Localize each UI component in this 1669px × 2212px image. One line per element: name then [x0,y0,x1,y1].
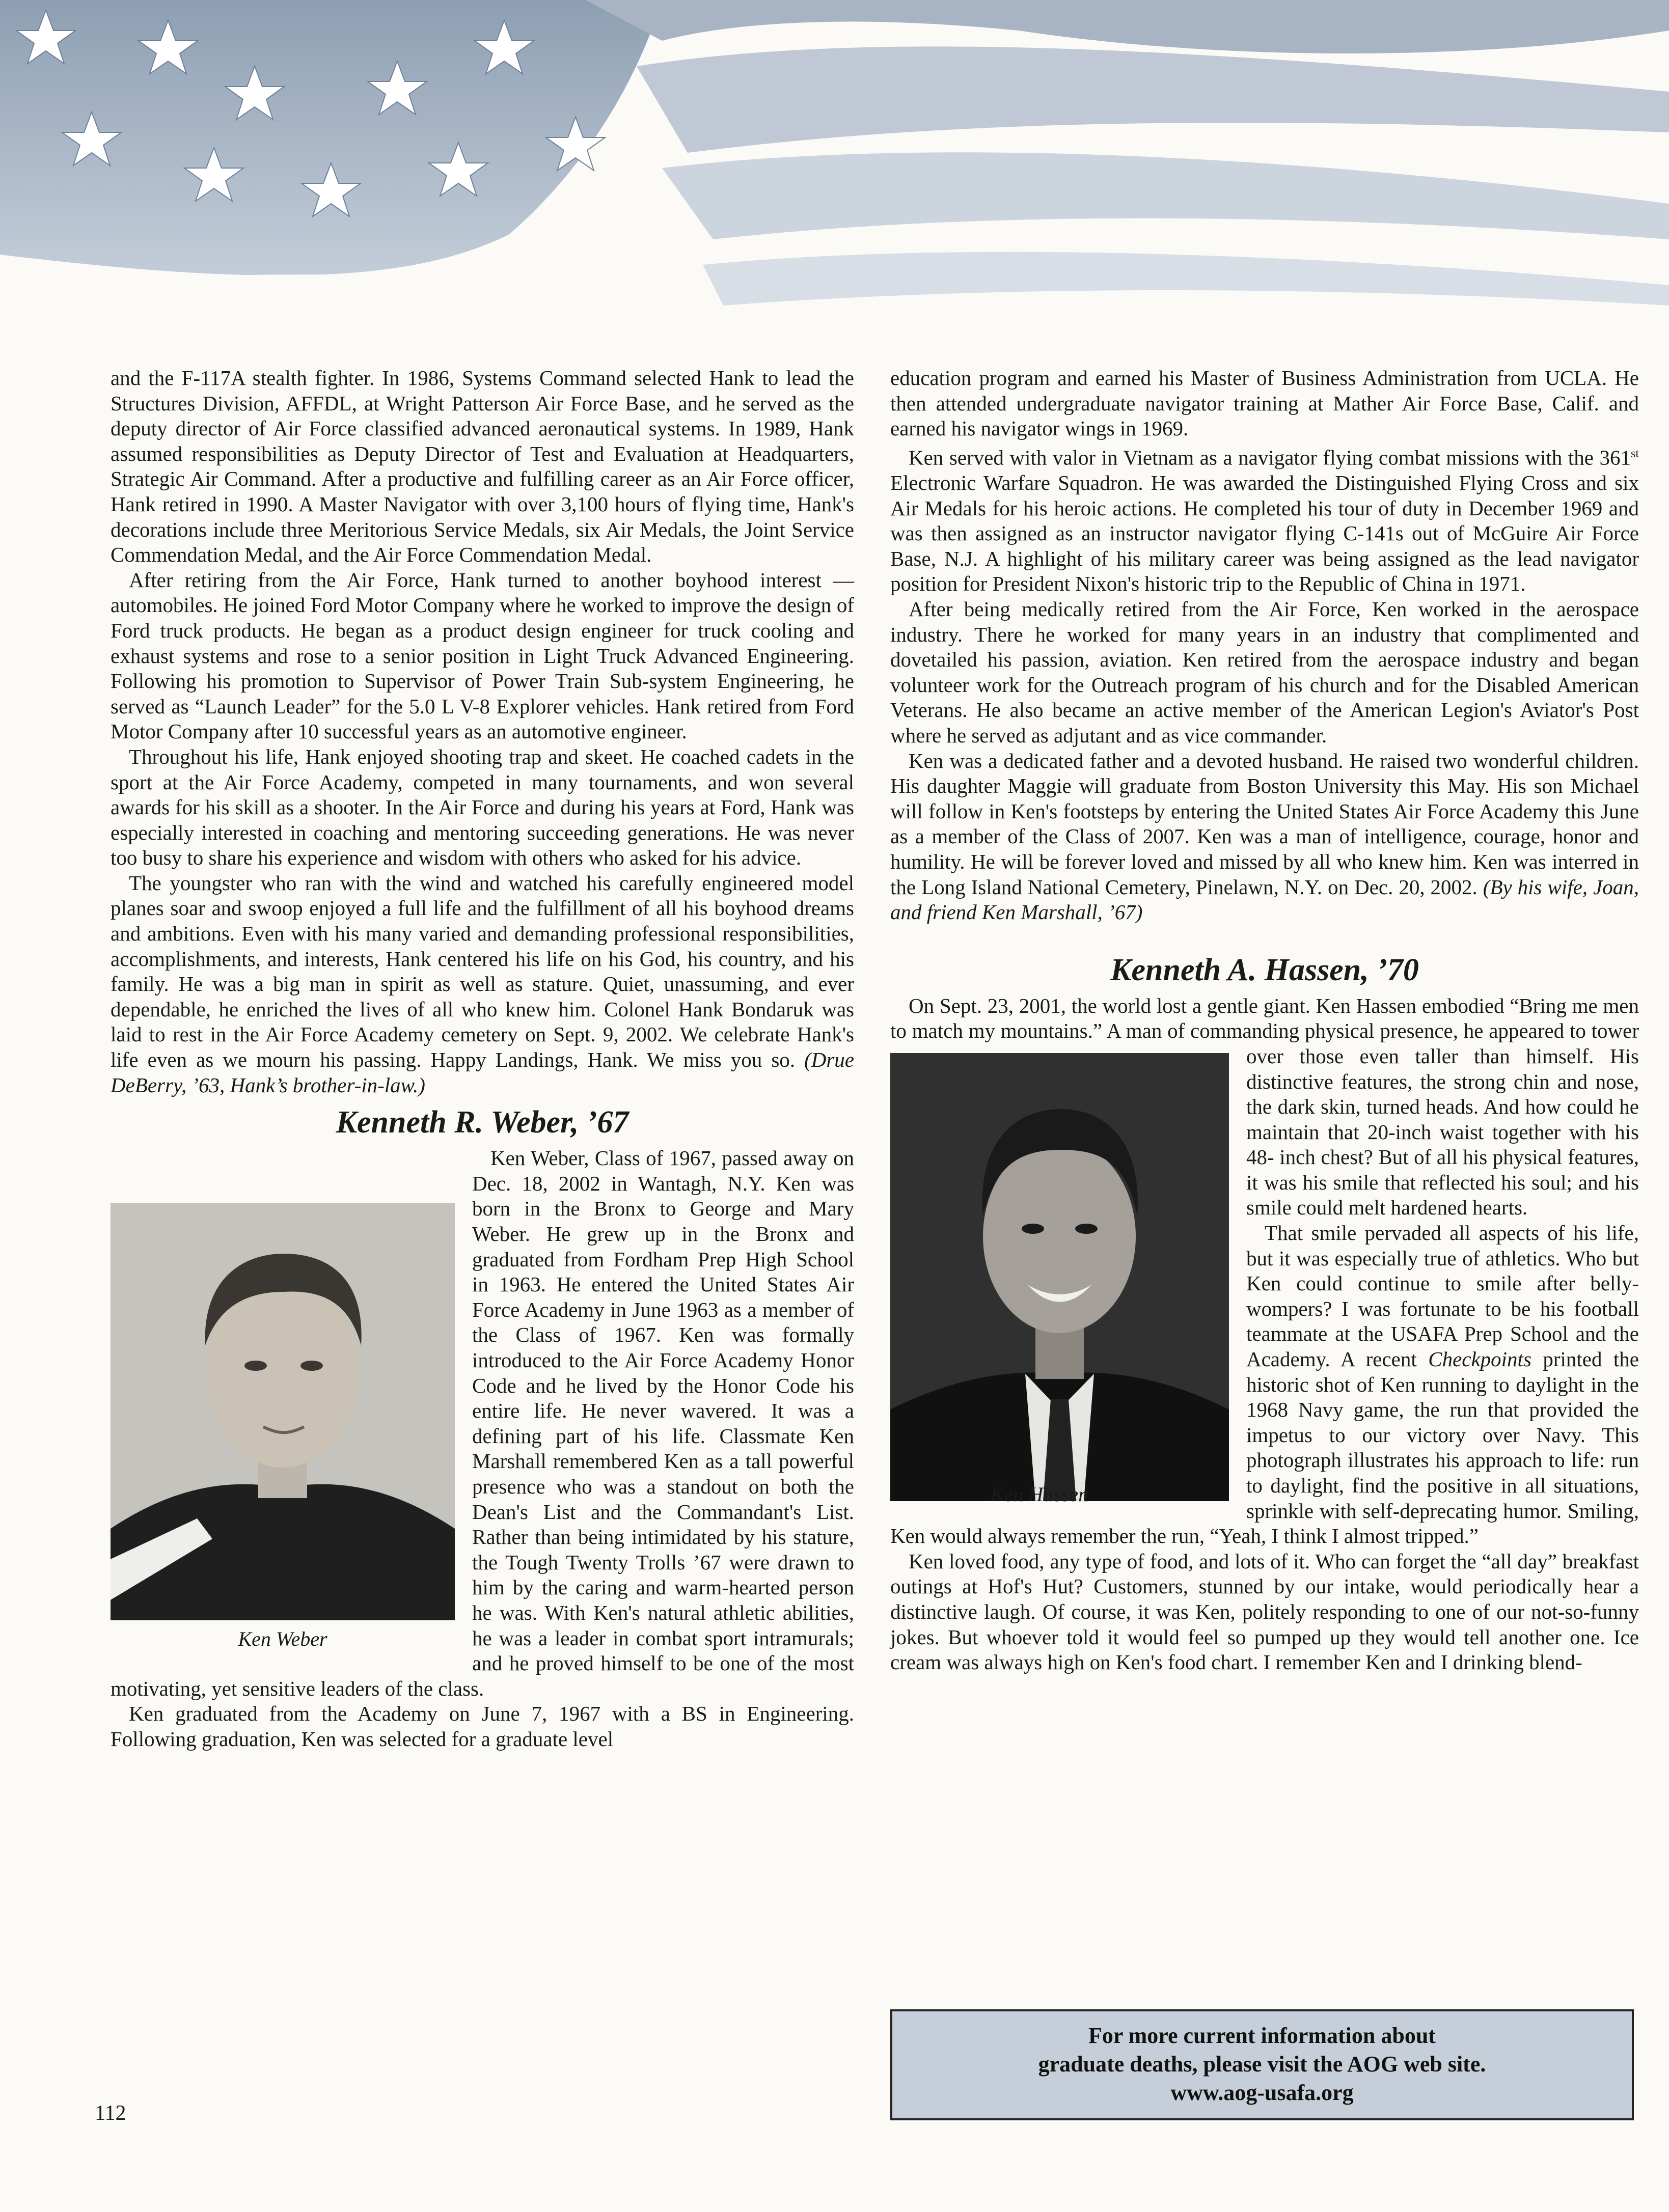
weber-photo-figure [111,1203,455,1653]
paragraph-text: Ken was a dedicated father and a devoted husband. He raised two wonderful children. His daughter Maggie will graduate from Boston University this May. His son Michael will follow in Ken's footsteps by entering the United States Air Force Academy this June as a member of the Class of 2007. Ken was a man of intelligence, courage, honor and humility. He will be forever loved and missed by all who knew him. Ken was interred in the Long Island National Cemetery, Pinelawn, N.Y. on Dec. 20, 2002. [890,749,1639,899]
notice-line: graduate deaths, please visit the AOG web site. [1038,2052,1486,2077]
magazine-title: Checkpoints [1428,1347,1531,1371]
author-credit: (By his wife, Joan, and friend Ken Marshall, ’67) [890,875,1639,924]
paragraph: After retiring from the Air Force, Hank turned to another boyhood interest — automobiles. He joined Ford Motor Company where he worked to improve the design of Ford truck products. He began as a product design engineer for truck cooling and exhaust systems and rose to a senior position in Light Truck Advanced Engineering. Following his promotion to Supervisor of Power Train Sub-system Engineering, he served as “Launch Leader” for the 5.0 L V-8 Explorer vehicles. Hank retired from Ford Motor Company after 10 successful years as an automotive engineer. [111,568,854,743]
paragraph: Ken Weber, Class of 1967, passed away on Dec. 18, 2002 in Wantagh, N.Y. Ken was born in the Bronx to George and Mary Weber. He grew up in the Bronx and graduated from Fordham Prep High School in 1963. He entered the United States Air Force Academy in June 1963 as a member of the Class of 1967. Ken was formally introduced to the Air Force Academy Honor Code and he lived by the Honor Code his entire life. He never wavered. It was a defining part of his life. Classmate Ken Marshall remembered Ken as a tall powerful presence who was a standout on both the Dean's List and the Commandant's List. Rather than being intimidated by his stature, the Tough Twenty Trolls ’67 were drawn to him by the caring and warm-hearted person he was. With Ken's natural athletic abilities, he was a leader in combat sport intramurals; and he proved himself to be one of the most motivating, yet sensitive leaders of the class. [111,1146,854,1700]
paragraph: Throughout his life, Hank enjoyed shooting trap and skeet. He coached cadets in the sport at the Air Force Academy, competed in many tournaments, and won several awards for his skill as a shooter. In the Air Force and during his years at Ford, Hank was especially interested in coaching and mentoring succeeding generations. He was never too busy to share his experience and wisdom with others who asked for his advice. [111,744,854,870]
weber-portrait-image [111,1203,455,1661]
paragraph [890,749,1639,925]
ordinal-suffix: st [1630,447,1639,460]
author-credit: (Drue DeBerry, ’63, Hank’s brother-in-law.) [111,1048,855,1097]
obituary-heading-weber: Kenneth R. Weber, ’67 [336,1105,629,1140]
page-number: 112 [95,2102,126,2125]
notice-line: For more current information about [1088,2023,1436,2048]
paragraph: Ken loved food, any type of food, and lots of it. Who can forget the “all day” breakfast outings at Hof's Hut? Customers, stunned by our intake, would periodically hear a distinctive laugh. Of course, it was Ken, politely responding to one of our not-so-funny jokes. But whoever told it would feel so pumped up they would tell another one. Ice cream was always high on Ken's food chart. I remember Ken and I drinking blend- [890,1549,1639,1674]
paragraph-text: Ken served with valor in Vietnam as a navigator flying combat missions with the 361 [909,446,1631,469]
paragraph-text: Electronic Warfare Squadron. He was awarded the Distinguished Flying Cross and six Air Medals for his heroic actions. He completed his tour of duty in December 1969 and was then assigned as an instructor navigator flying C-141s out of McGuire Air Force Base, N.J. A highlight of his military career was being assigned as the lead navigator position for President Nixon's historic trip to the Republic of China in 1971. [890,471,1639,596]
paragraph: and the F-117A stealth fighter. In 1986, Systems Command selected Hank to lead the Structures Division, AFFDL, at Wright Patterson Air Force Base, and he served as the deputy director of Air Force classified advanced aeronautical systems. In 1989, Hank assumed responsibilities as Deputy Director of Test and Evaluation at Headquarters, Strategic Air Command. After a productive and fulfilling career as an Air Force officer, Hank retired in 1990. A Master Navigator with over 3,100 hours of flying time, Hank's decorations include three Meritorious Service Medals, six Air Medals, the Joint Service Commendation Medal, and the Air Force Commendation Medal. [111,366,854,567]
paragraph-text: His distinctive features, the strong chin and nose, the dark skin, turned heads. And how could he maintain that 20-inch waist together with his 48- inch chest? But of all his physical features, it was his smile that reflected his soul; and his smile could melt hardened hearts. [1246,1044,1639,1220]
hassen-portrait-image [890,1053,1229,1501]
aog-website-notice [890,2009,1634,2120]
paragraph: After being medically retired from the Air Force, Ken worked in the aerospace industry. There he worked for many years in an industry that complimented and dovetailed his passion, aviation. Ken retired from the aerospace industry and began volunteer work for the Outreach program of his church and for the Disabled American Veterans. He also became an active member of the American Legion's Aviator's Post where he served as adjutant and as vice commander. [890,597,1639,747]
paragraph-text: That smile pervaded all aspects of his life, but it was especially true of athletics. Who but Ken could continue to smile after belly-wompers? I was fortunate to be his football teammate at the USAFA Prep School and the Academy. A recent [1246,1221,1639,1371]
right-column [890,366,1639,1675]
photo-caption: Ken Hassen [990,1482,1089,1506]
paragraph-text: On Sept. 23, 2001, the world lost a gentle giant. Ken Hassen embodied “Bring me men to match my mountains.” A man of commanding physical presence, he appeared to tower over those even taller than himself. [890,993,1639,1068]
paragraph [111,871,854,1098]
paragraph: education program and earned his Master of Business Administration from UCLA. He then attended undergraduate navigator training at Mather Air Force Base, Calif. and earned his navigator wings in 1969. [890,366,1639,440]
photo-caption: Ken Weber [238,1627,327,1651]
paragraph: Ken graduated from the Academy on June 7, 1967 with a BS in Engineering. Following graduation, Ken was selected for a graduate level [111,1702,854,1751]
left-column [111,366,854,1752]
hassen-photo-figure [890,1053,1229,1508]
obituary-heading-hassen: Kenneth A. Hassen, ’70 [1110,952,1419,987]
paragraph-text: printed the historic shot of Ken running to daylight in the 1968 Navy game, the run that provided the impetus to our victory over Navy. This photograph illustrates his approach to life: run to daylight, find the positive in all situations, sprinkle with self-deprecating humor. Smiling, Ken would always remember the run, “Yeah, I think I almost tripped.” [890,1347,1639,1548]
paragraph [890,441,1639,597]
paragraph-text: The youngster who ran with the wind and watched his carefully engineered model planes soar and swoop enjoyed a full life and the fulfillment of all his boyhood dreams and ambitions. Even with his many varied and demanding professional responsibilities, accomplishments, and interests, Hank centered his life on his God, his country, and his family. He was a big man in spirit as well as stature. Quiet, unassuming, and ever dependable, he enriched the lives of all who knew him. Colonel Hank Bondaruk was laid to rest in the Air Force Academy cemetery on Sept. 9, 2002. We celebrate Hank's life even as we mourn his passing. Happy Landings, Hank. We miss you so. [111,871,854,1072]
notice-url[interactable]: www.aog-usafa.org [1170,2080,1354,2105]
flag-banner-image [0,0,1669,359]
